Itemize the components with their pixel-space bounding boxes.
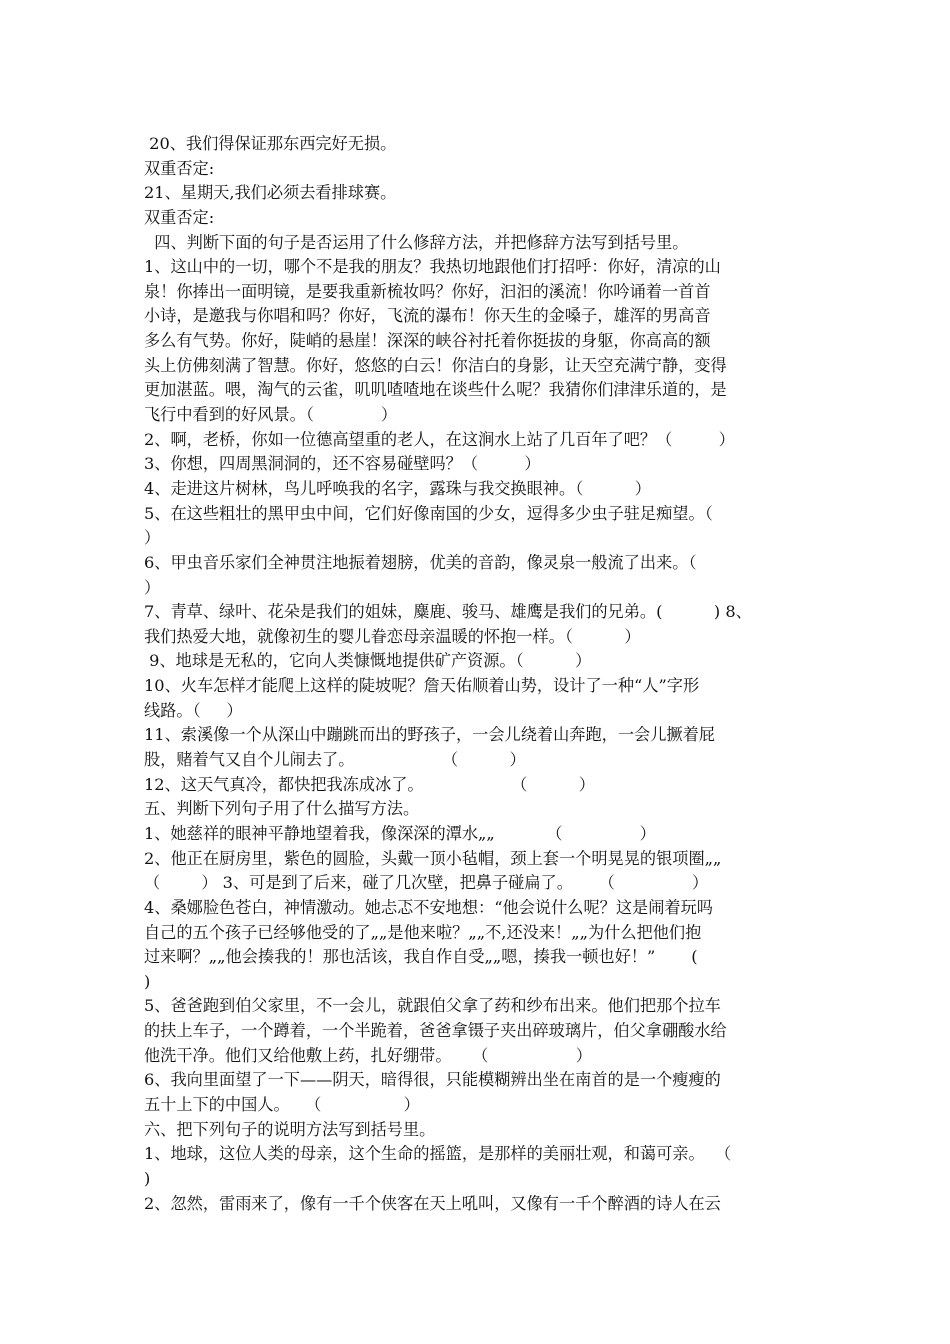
text-line: 10、火车怎样才能爬上这样的陡坡呢？詹天佑顺着山势，设计了一种“人”字形 — [144, 676, 700, 696]
text-line: 头上仿佛刻满了智慧。你好，悠悠的白云！你洁白的身影，让天空充满宁静，变得 — [144, 355, 727, 375]
text-line: 1、地球，这位人类的母亲，这个生命的摇篮，是那样的美丽壮观，和蔼可亲。 （ — [144, 1144, 732, 1164]
text-line: 9、地球是无私的，它向人类慷慨地提供矿产资源。（ ） — [144, 651, 592, 671]
text-line: 五十上下的中国人。 （ ） — [144, 1094, 420, 1114]
text-line: ） — [144, 528, 161, 548]
text-line: 六、把下列句子的说明方法写到括号里。 — [144, 1119, 436, 1139]
text-line: 的扶上车子，一个蹲着，一个半跪着，爸爸拿镊子夹出碎玻璃片，伯父拿硼酸水给 — [144, 1021, 727, 1041]
text-line: 2、啊，老桥，你如一位德高望重的老人，在这涧水上站了几百年了吧？（ ） — [144, 429, 735, 449]
text-line: 2、忽然，雷雨来了，像有一千个侠客在天上吼叫，又像有一千个醉酒的诗人在云 — [144, 1193, 721, 1213]
text-line: 线路。（ ） — [144, 700, 243, 720]
text-line: 1、她慈祥的眼神平静地望着我，像深深的潭水„„ （ ） — [144, 823, 656, 843]
text-line: 6、我向里面望了一下——阴天，暗得很，只能模糊辨出坐在南首的是一个瘦瘦的 — [144, 1070, 721, 1090]
text-line: 双重否定: — [144, 158, 215, 178]
text-line: 4、桑娜脸色苍白，神情激动。她忐忑不安地想：“他会说什么呢？这是闹着玩吗 — [144, 897, 713, 917]
text-line: 过来啊？„„他会揍我的！那也活该，我自作自受„„嗯，揍我一顿也好！” ( — [144, 947, 698, 967]
text-line: 自己的五个孩子已经够他受的了„„是他来啦？„„不,还没来！„„为什么把他们抱 — [144, 922, 702, 942]
text-line: 4、走进这片树林，鸟儿呼唤我的名字，露珠与我交换眼神。（ ） — [144, 478, 651, 498]
text-line: ) — [144, 971, 151, 991]
text-line: 我们热爱大地，就像初生的婴儿眷恋母亲温暖的怀抱一样。（ ） — [144, 626, 641, 646]
text-line: 5、爸爸跑到伯父家里，不一会儿，就跟伯父拿了药和纱布出来。他们把那个拉车 — [144, 996, 721, 1016]
text-line: 双重否定: — [144, 207, 215, 227]
text-line: 7、青草、绿叶、花朵是我们的姐妹，麋鹿、骏马、雄鹰是我们的兄弟。( ) 8、 — [144, 602, 752, 622]
text-line: 飞行中看到的好风景。（ ） — [144, 405, 398, 425]
text-line: 多么有气势。你好，陡峭的悬崖！深深的峡谷衬托着你挺拔的身躯，你高高的额 — [144, 331, 711, 351]
text-line: 股，赌着气又自个儿闹去了。 （ ） — [144, 750, 526, 770]
text-line: （ ） 3、可是到了后来，碰了几次壁，把鼻子碰扁了。 （ ） — [144, 873, 709, 893]
text-line: ) — [144, 1168, 151, 1188]
text-line: 20、我们得保证那东西完好无损。 — [144, 134, 397, 153]
text-line: 11、索溪像一个从深山中蹦跳而出的野孩子，一会儿绕着山奔跑，一会儿撅着屁 — [144, 725, 715, 745]
text-line: 四、判断下面的句子是否运用了什么修辞方法，并把修辞方法写到括号里。 — [144, 232, 689, 252]
text-line: ） — [144, 577, 161, 597]
text-line: 更加湛蓝。喂，淘气的云雀，叽叽喳喳地在谈些什么呢？我猜你们津津乐道的，是 — [144, 380, 727, 400]
text-line: 12、这天气真冷，都快把我冻成冰了。 （ ） — [144, 774, 595, 794]
text-line: 6、甲虫音乐家们全神贯注地振着翅膀，优美的音韵，像灵泉一般流了出来。（ — [144, 552, 697, 572]
text-line: 1、这山中的一切，哪个不是我的朋友？我热切地跟他们打招呼：你好，清凉的山 — [144, 257, 721, 277]
document-body — [144, 132, 808, 1216]
text-line: 2、他正在厨房里，紫色的圆脸，头戴一顶小毡帽，颈上套一个明晃晃的银项圈„„ — [144, 848, 722, 868]
text-line: 5、在这些粗壮的黑甲虫中间，它们好像南国的少女，逗得多少虫子驻足痴望。（ — [144, 503, 713, 523]
text-line: 泉！你捧出一面明镜，是要我重新梳妆吗？你好，汩汩的溪流！你吟诵着一首首 — [144, 281, 711, 301]
text-line: 他洗干净。他们又给他敷上药，扎好绷带。 （ ） — [144, 1045, 592, 1065]
text-line: 小诗，是邀我与你唱和吗？你好，飞流的瀑布！你天生的金嗓子，雄浑的男高音 — [144, 306, 711, 326]
text-line: 3、你想，四周黑洞洞的，还不容易碰壁吗？（ ） — [144, 454, 541, 474]
text-line: 21、星期天,我们必须去看排球赛。 — [144, 183, 397, 203]
text-line: 五、判断下列句子用了什么描写方法。 — [144, 799, 420, 819]
